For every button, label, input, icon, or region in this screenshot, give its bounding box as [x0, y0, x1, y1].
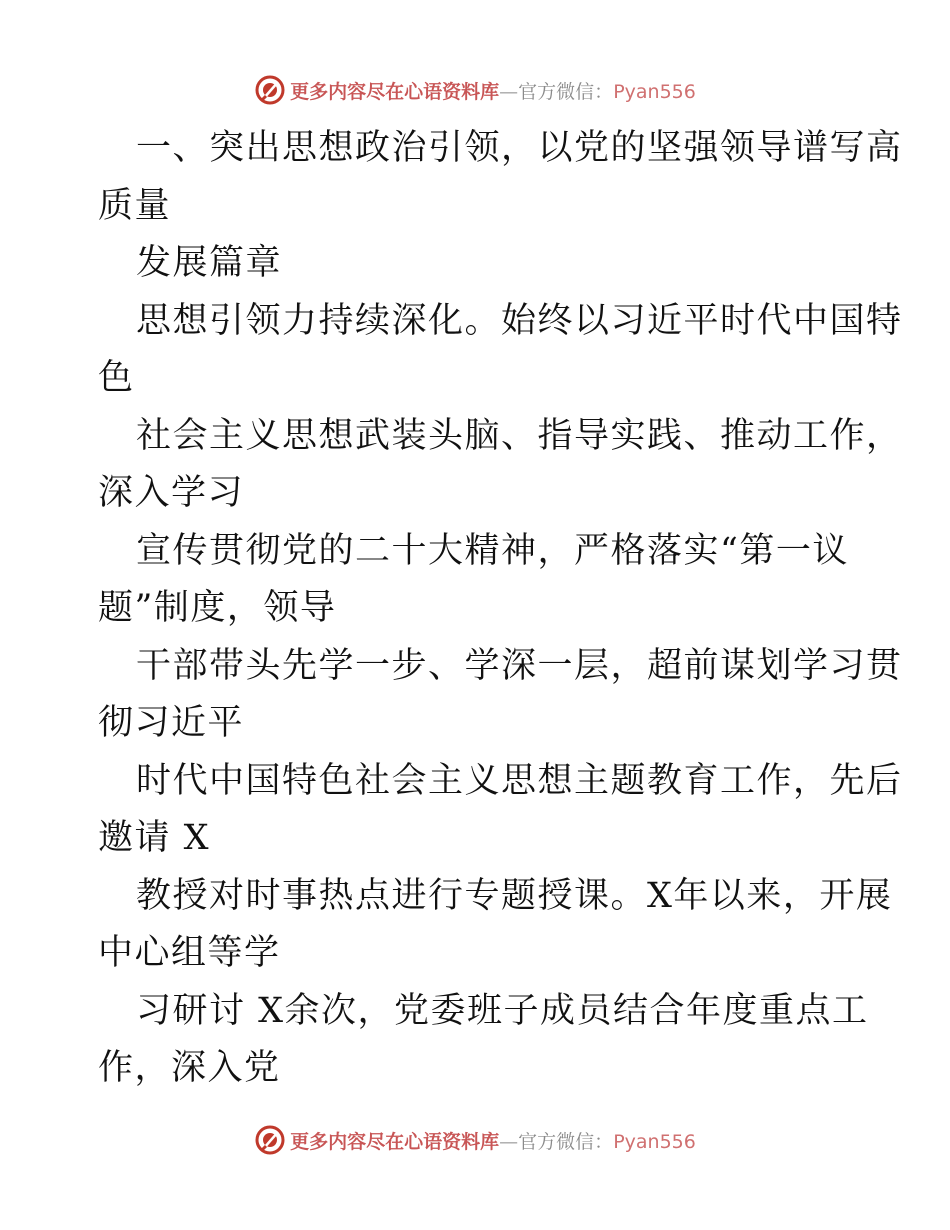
watermark-dash: — [499, 1130, 519, 1153]
text-line: 质量 [98, 185, 172, 226]
document-body [98, 120, 903, 1098]
footer-watermark [0, 1120, 950, 1160]
text-line: 教授对时事热点进行专题授课。X年以来，开展 [136, 875, 893, 916]
red-circular-logo-icon [254, 1124, 286, 1156]
text-line: 思想引领力持续深化。始终以习近平时代中国特 [136, 300, 903, 341]
watermark-wechat-id: Pyan556 [613, 1130, 696, 1153]
text-line: 社会主义思想武装头脑、指导实践、推动工作， [136, 415, 903, 456]
text-line: 彻习近平 [98, 703, 245, 743]
text-line: 发展篇章 [136, 243, 283, 283]
text-line: 题”制度，领导 [98, 588, 337, 628]
text-line: 习研讨 X余次，党委班子成员结合年度重点工 [136, 990, 869, 1031]
red-circular-logo-icon [254, 74, 286, 106]
text-line: 时代中国特色社会主义思想主题教育工作，先后 [136, 760, 903, 801]
text-line: 色 [98, 358, 135, 398]
watermark-wechat-id: Pyan556 [613, 80, 696, 103]
text-line: 宣传贯彻党的二十大精神，严格落实“第一议 [136, 530, 849, 571]
text-line: 深入学习 [98, 473, 245, 513]
watermark-dash: — [499, 80, 519, 103]
text-line: 一、突出思想政治引领，以党的坚强领导谱写高 [136, 128, 903, 168]
text-line: 作，深入党 [98, 1048, 281, 1088]
watermark-brand: 更多内容尽在心语资料库 [290, 1130, 500, 1153]
watermark-official-label: 官方微信： [518, 1130, 614, 1153]
text-line: 邀请 X [98, 818, 211, 858]
text-line: 干部带头先学一步、学深一层，超前谋划学习贯 [136, 645, 903, 686]
header-watermark [0, 70, 950, 110]
text-line: 中心组等学 [98, 933, 281, 973]
watermark-official-label: 官方微信： [518, 80, 614, 103]
watermark-brand: 更多内容尽在心语资料库 [290, 80, 500, 103]
